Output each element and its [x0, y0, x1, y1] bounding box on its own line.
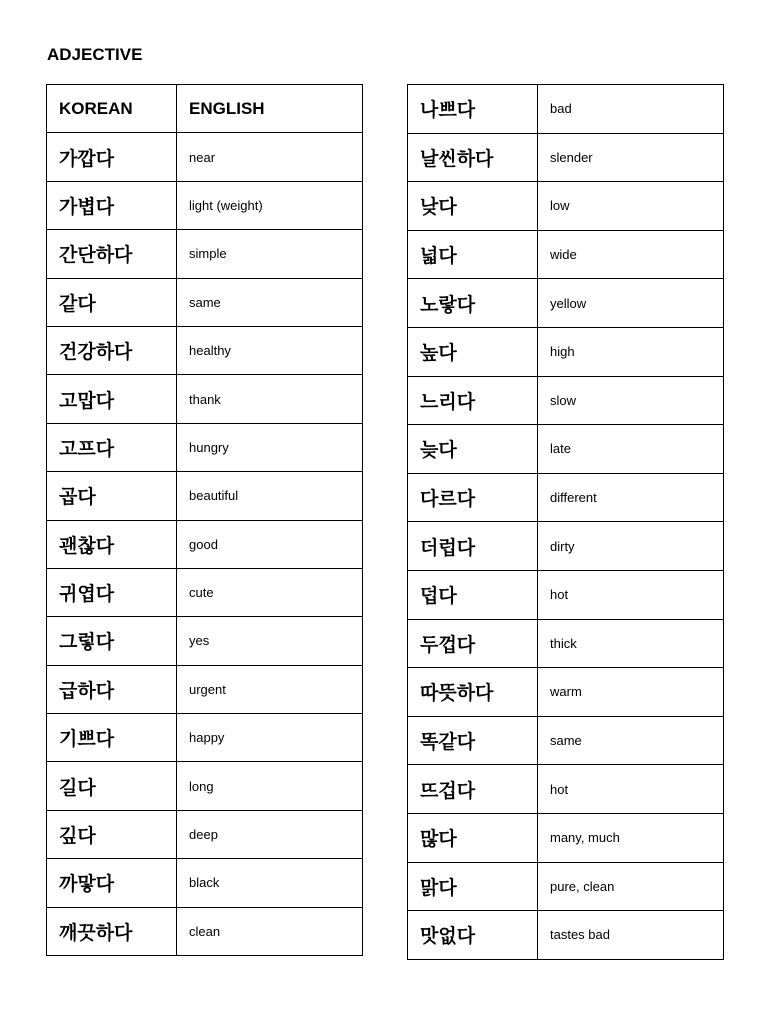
- korean-word: 괜찮다: [47, 520, 177, 568]
- table-row: [47, 810, 363, 858]
- table-header-row: [47, 85, 363, 133]
- english-meaning: tastes bad: [538, 911, 724, 960]
- korean-word: 낮다: [408, 182, 538, 231]
- korean-word: 맑다: [408, 862, 538, 911]
- table-row: [408, 279, 724, 328]
- table-row: [408, 376, 724, 425]
- table-row: [47, 278, 363, 326]
- table-row: [408, 182, 724, 231]
- table-row: [47, 859, 363, 907]
- english-meaning: near: [177, 133, 363, 181]
- english-meaning: yellow: [538, 279, 724, 328]
- vocab-table-left: [46, 84, 363, 956]
- table-row: [408, 425, 724, 474]
- table-row: [47, 665, 363, 713]
- korean-word: 느리다: [408, 376, 538, 425]
- korean-word: 맛없다: [408, 911, 538, 960]
- english-meaning: hungry: [177, 423, 363, 471]
- english-meaning: late: [538, 425, 724, 474]
- english-meaning: dirty: [538, 522, 724, 571]
- korean-word: 간단하다: [47, 230, 177, 278]
- english-meaning: simple: [177, 230, 363, 278]
- table-row: [47, 423, 363, 471]
- english-meaning: black: [177, 859, 363, 907]
- table-row: [408, 813, 724, 862]
- korean-word: 두껍다: [408, 619, 538, 668]
- table-row: [47, 230, 363, 278]
- table-row: [47, 133, 363, 181]
- vocab-table-right: [407, 84, 724, 960]
- table-row: [47, 617, 363, 665]
- english-meaning: beautiful: [177, 472, 363, 520]
- english-meaning: pure, clean: [538, 862, 724, 911]
- english-meaning: low: [538, 182, 724, 231]
- korean-word: 고맙다: [47, 375, 177, 423]
- korean-word: 같다: [47, 278, 177, 326]
- table-row: [47, 714, 363, 762]
- korean-word: 귀엽다: [47, 568, 177, 616]
- table-row: [408, 862, 724, 911]
- table-row: [47, 762, 363, 810]
- table-row: [408, 327, 724, 376]
- korean-word: 똑같다: [408, 716, 538, 765]
- table-row: [408, 716, 724, 765]
- table-row: [408, 911, 724, 960]
- korean-word: 그렇다: [47, 617, 177, 665]
- table-row: [47, 568, 363, 616]
- english-meaning: clean: [177, 907, 363, 955]
- english-meaning: slow: [538, 376, 724, 425]
- english-meaning: thank: [177, 375, 363, 423]
- table-row: [408, 619, 724, 668]
- english-meaning: yes: [177, 617, 363, 665]
- korean-word: 나쁘다: [408, 85, 538, 134]
- english-meaning: deep: [177, 810, 363, 858]
- table-row: [47, 375, 363, 423]
- korean-word: 고프다: [47, 423, 177, 471]
- korean-word: 뜨겁다: [408, 765, 538, 814]
- korean-word: 깨끗하다: [47, 907, 177, 955]
- table-row: [408, 668, 724, 717]
- english-meaning: bad: [538, 85, 724, 134]
- english-meaning: same: [177, 278, 363, 326]
- korean-word: 다르다: [408, 473, 538, 522]
- korean-word: 노랗다: [408, 279, 538, 328]
- table-row: [408, 473, 724, 522]
- table-row: [408, 230, 724, 279]
- english-meaning: long: [177, 762, 363, 810]
- page-title: ADJECTIVE: [47, 45, 143, 64]
- korean-word: 가깝다: [47, 133, 177, 181]
- korean-word: 많다: [408, 813, 538, 862]
- english-meaning: healthy: [177, 326, 363, 374]
- korean-word: 날씬하다: [408, 133, 538, 182]
- korean-word: 깊다: [47, 810, 177, 858]
- korean-word: 따뜻하다: [408, 668, 538, 717]
- english-meaning: slender: [538, 133, 724, 182]
- korean-word: 늦다: [408, 425, 538, 474]
- english-meaning: happy: [177, 714, 363, 762]
- table-row: [408, 765, 724, 814]
- korean-word: 건강하다: [47, 326, 177, 374]
- korean-word: 가볍다: [47, 181, 177, 229]
- english-meaning: good: [177, 520, 363, 568]
- english-meaning: same: [538, 716, 724, 765]
- english-meaning: hot: [538, 765, 724, 814]
- english-meaning: wide: [538, 230, 724, 279]
- english-meaning: high: [538, 327, 724, 376]
- table-row: [47, 520, 363, 568]
- korean-column-header: KOREAN: [47, 85, 177, 133]
- table-row: [408, 522, 724, 571]
- korean-word: 까맣다: [47, 859, 177, 907]
- english-column-header: ENGLISH: [177, 85, 363, 133]
- english-meaning: light (weight): [177, 181, 363, 229]
- table-row: [408, 85, 724, 134]
- table-row: [47, 472, 363, 520]
- korean-word: 급하다: [47, 665, 177, 713]
- english-meaning: hot: [538, 570, 724, 619]
- korean-word: 높다: [408, 327, 538, 376]
- korean-word: 덥다: [408, 570, 538, 619]
- table-row: [47, 326, 363, 374]
- table-row: [408, 133, 724, 182]
- english-meaning: cute: [177, 568, 363, 616]
- table-row: [408, 570, 724, 619]
- korean-word: 넓다: [408, 230, 538, 279]
- korean-word: 기쁘다: [47, 714, 177, 762]
- english-meaning: thick: [538, 619, 724, 668]
- korean-word: 곱다: [47, 472, 177, 520]
- table-row: [47, 907, 363, 955]
- korean-word: 더럽다: [408, 522, 538, 571]
- korean-word: 길다: [47, 762, 177, 810]
- english-meaning: many, much: [538, 813, 724, 862]
- english-meaning: urgent: [177, 665, 363, 713]
- table-row: [47, 181, 363, 229]
- english-meaning: warm: [538, 668, 724, 717]
- english-meaning: different: [538, 473, 724, 522]
